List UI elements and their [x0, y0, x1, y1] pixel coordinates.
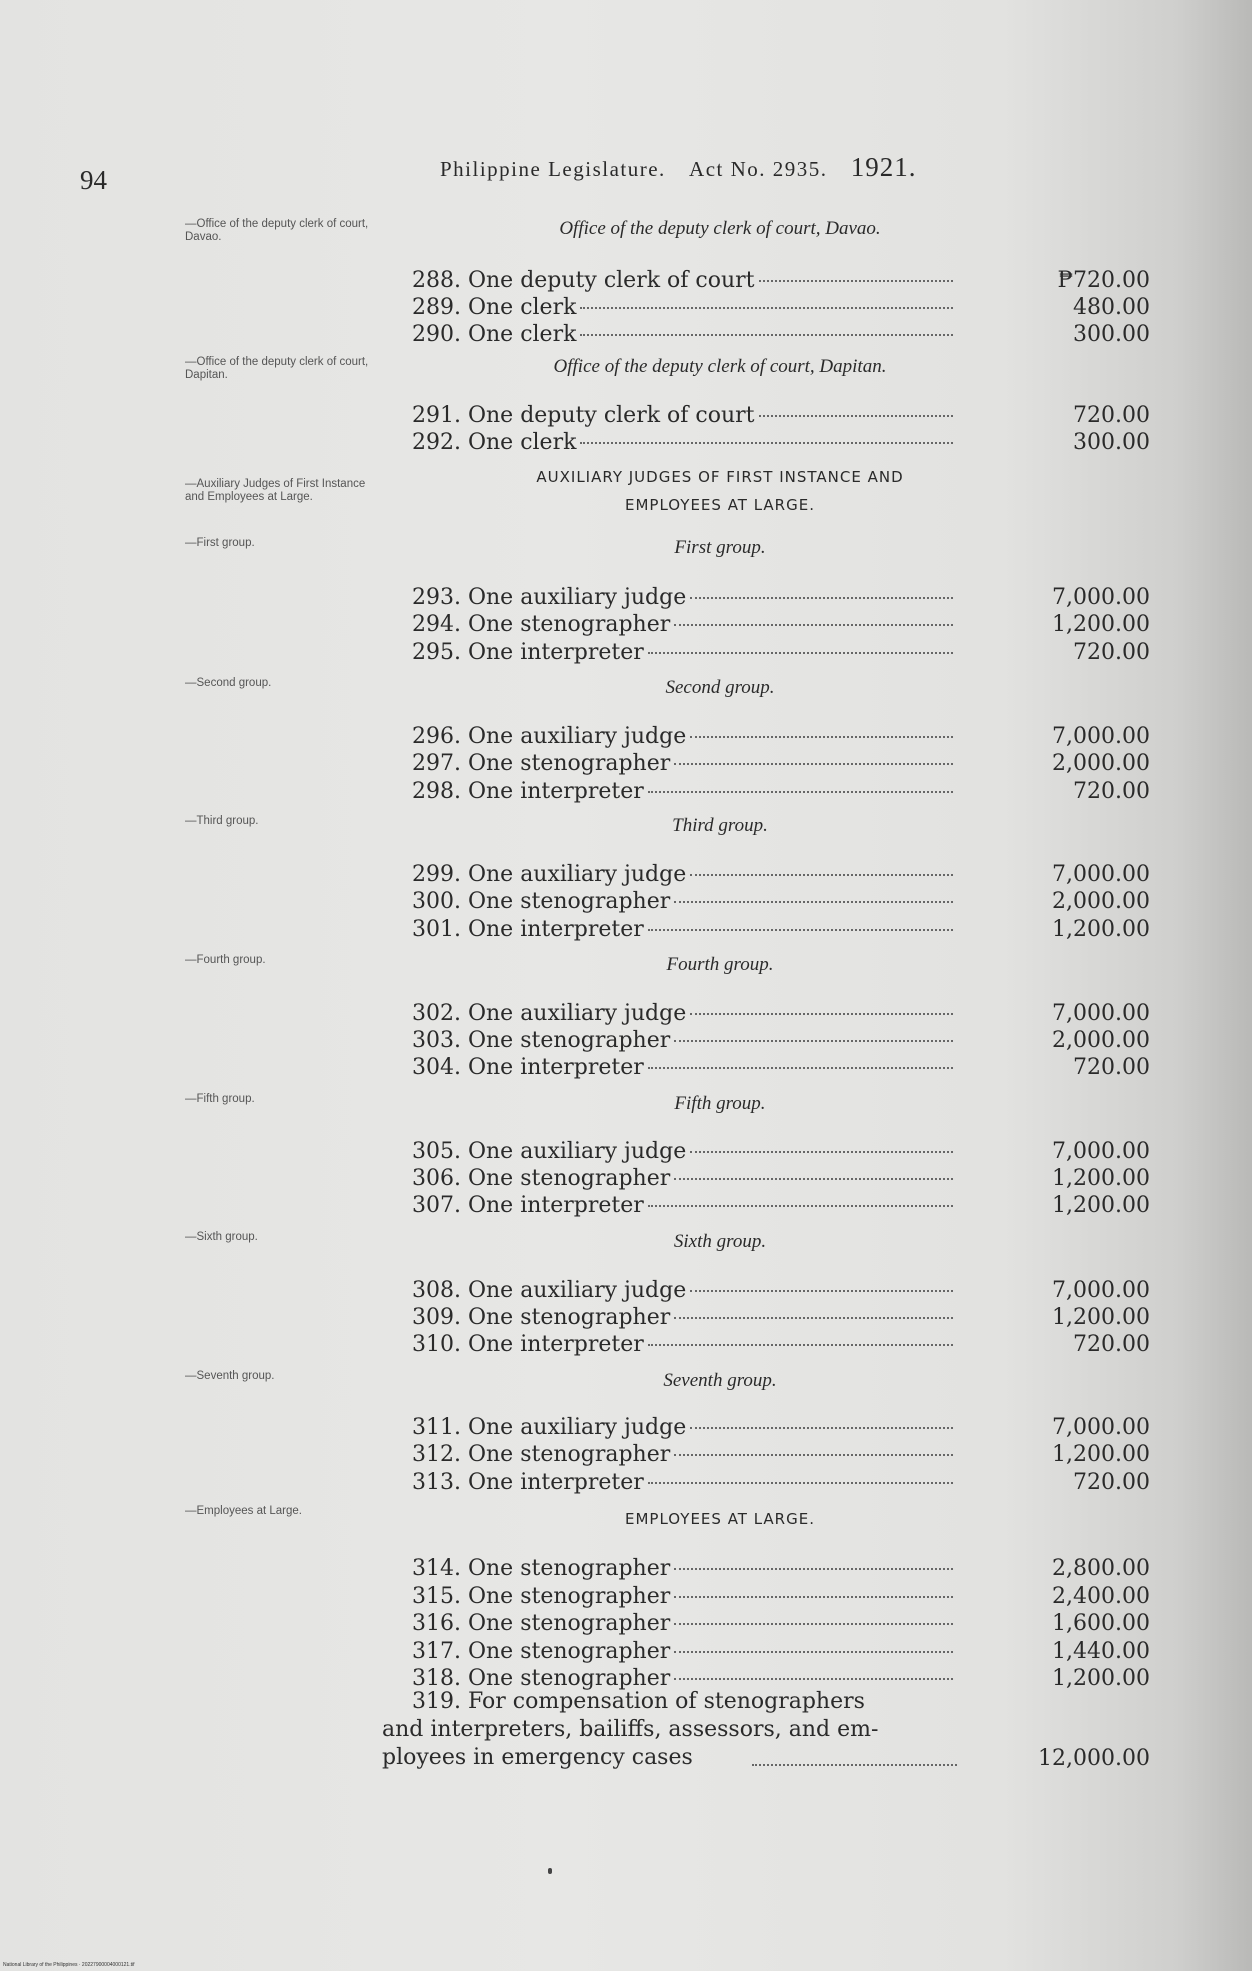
margin-note: —Fifth group.: [185, 1093, 255, 1105]
line-item: [412, 295, 957, 323]
dot-leader: [690, 1013, 953, 1015]
item-label: 298. One interpreter: [412, 779, 644, 804]
item-label: 306. One stenographer: [412, 1166, 671, 1191]
item-319-line1: 319. For compensation of stenographers: [412, 1689, 865, 1714]
dot-leader: [690, 597, 953, 599]
section-heading: EMPLOYEES AT LARGE.: [625, 1510, 815, 1528]
dot-leader: [648, 1205, 953, 1207]
margin-note: —Office of the deputy clerk of court, Dapitan.: [185, 356, 369, 381]
dot-leader: [674, 763, 953, 765]
dot-leader: [690, 1290, 953, 1292]
line-item: [412, 640, 957, 668]
footer-credit: National Library of the Philippines · 20227900004000121.tif: [3, 1962, 135, 1968]
dot-leader: [674, 624, 953, 626]
item-label: 315. One stenographer: [412, 1584, 671, 1609]
item-label: 295. One interpreter: [412, 640, 644, 665]
dot-leader: [580, 442, 953, 444]
item-label: 307. One interpreter: [412, 1193, 644, 1218]
line-item: [412, 862, 957, 890]
item-amount: 720.00: [1073, 640, 1150, 665]
dot-leader: [752, 1764, 957, 1766]
item-amount: 720.00: [1073, 1055, 1150, 1080]
dot-leader: [648, 652, 953, 654]
line-item: [412, 268, 957, 296]
line-item: [412, 322, 957, 350]
line-item: [412, 1556, 957, 1584]
dot-leader: [648, 929, 953, 931]
dot-leader: [674, 1568, 953, 1570]
header-year: 1921.: [850, 152, 917, 182]
dot-leader: [674, 1178, 953, 1180]
item-label: 301. One interpreter: [412, 917, 644, 942]
item-label: 290. One clerk: [412, 322, 577, 347]
item-amount: 300.00: [1073, 430, 1150, 455]
line-item: [412, 724, 957, 752]
item-amount: 2,400.00: [1052, 1584, 1150, 1609]
item-amount: 1,200.00: [1052, 1166, 1150, 1191]
dot-leader: [759, 415, 953, 417]
dot-leader: [648, 1067, 953, 1069]
line-item: [412, 779, 957, 807]
item-label: 314. One stenographer: [412, 1556, 671, 1581]
line-item: [412, 751, 957, 779]
dot-leader: [759, 280, 953, 282]
section-heading: Fourth group.: [666, 954, 774, 975]
item-amount: 7,000.00: [1052, 862, 1150, 887]
dot-leader: [690, 736, 953, 738]
dot-leader: [690, 1427, 953, 1429]
line-item: [412, 1415, 957, 1443]
margin-note: —First group.: [185, 537, 255, 549]
item-amount: 1,200.00: [1052, 1442, 1150, 1467]
section-heading: Seventh group.: [663, 1370, 777, 1391]
item-label: 303. One stenographer: [412, 1028, 671, 1053]
item-label: 308. One auxiliary judge: [412, 1278, 687, 1303]
dot-leader: [674, 1317, 953, 1319]
item-label: 309. One stenographer: [412, 1305, 671, 1330]
item-amount: ₱720.00: [1057, 268, 1150, 293]
line-item: [412, 1442, 957, 1470]
margin-note: —Employees at Large.: [185, 1505, 302, 1517]
item-amount: 480.00: [1073, 295, 1150, 320]
item-label: 299. One auxiliary judge: [412, 862, 687, 887]
line-item: [412, 1139, 957, 1167]
dot-leader: [690, 1151, 953, 1153]
dot-leader: [674, 901, 953, 903]
item-amount: 7,000.00: [1052, 585, 1150, 610]
line-item: [412, 585, 957, 613]
line-item: [412, 1611, 957, 1639]
item-label: 310. One interpreter: [412, 1332, 644, 1357]
line-item: [412, 1305, 957, 1333]
item-amount: 300.00: [1073, 322, 1150, 347]
item-amount: 7,000.00: [1052, 1001, 1150, 1026]
line-item: [412, 1028, 957, 1056]
line-item: [412, 430, 957, 458]
margin-note: —Third group.: [185, 815, 259, 827]
ink-speck: [548, 1868, 552, 1874]
item-label: 300. One stenographer: [412, 889, 671, 914]
line-item: [412, 403, 957, 431]
dot-leader: [674, 1623, 953, 1625]
item-amount: 7,000.00: [1052, 1278, 1150, 1303]
line-item: [412, 1055, 957, 1083]
line-item: [412, 1639, 957, 1667]
item-label: 311. One auxiliary judge: [412, 1415, 687, 1440]
line-item: [412, 1001, 957, 1029]
dot-leader: [674, 1040, 953, 1042]
item-label: 291. One deputy clerk of court: [412, 403, 755, 428]
dot-leader: [690, 874, 953, 876]
dot-leader: [580, 334, 953, 336]
item-amount: 7,000.00: [1052, 1139, 1150, 1164]
item-label: 317. One stenographer: [412, 1639, 671, 1664]
margin-note: —Office of the deputy clerk of court, Davao.: [185, 218, 369, 243]
margin-note: —Sixth group.: [185, 1231, 258, 1243]
item-amount: 7,000.00: [1052, 724, 1150, 749]
margin-note: —Fourth group.: [185, 954, 266, 966]
dot-leader: [580, 307, 953, 309]
item-amount: 1,440.00: [1052, 1639, 1150, 1664]
margin-note: —Second group.: [185, 677, 272, 689]
item-label: 316. One stenographer: [412, 1611, 671, 1636]
line-item: [412, 1278, 957, 1306]
item-label: 292. One clerk: [412, 430, 577, 455]
item-amount: 2,000.00: [1052, 1028, 1150, 1053]
margin-note: —Seventh group.: [185, 1370, 275, 1382]
item-label: 302. One auxiliary judge: [412, 1001, 687, 1026]
item-label: 313. One interpreter: [412, 1470, 644, 1495]
section-heading: First group.: [674, 537, 766, 558]
item-amount: 1,600.00: [1052, 1611, 1150, 1636]
item-label: 305. One auxiliary judge: [412, 1139, 687, 1164]
item-amount: 12,000.00: [1038, 1746, 1150, 1771]
auxiliary-heading-line2: EMPLOYEES AT LARGE.: [625, 496, 815, 514]
line-item: [412, 1470, 957, 1498]
item-amount: 7,000.00: [1052, 1415, 1150, 1440]
item-amount: 1,200.00: [1052, 612, 1150, 637]
running-header: [440, 152, 917, 183]
dot-leader: [674, 1454, 953, 1456]
line-item: [412, 917, 957, 945]
item-amount: 2,000.00: [1052, 751, 1150, 776]
item-label: 289. One clerk: [412, 295, 577, 320]
section-heading: Office of the deputy clerk of court, Davao.: [559, 218, 881, 239]
item-amount: 720.00: [1073, 403, 1150, 428]
margin-note-auxiliary: —Auxiliary Judges of First Instance and Employees at Large.: [185, 478, 366, 503]
section-heading: Fifth group.: [674, 1093, 766, 1114]
header-act: Act No. 2935.: [689, 157, 828, 181]
item-amount: 720.00: [1073, 779, 1150, 804]
item-319-line3: ployees in emergency cases: [382, 1745, 693, 1770]
item-319-line2: and interpreters, bailiffs, assessors, and em-: [382, 1717, 879, 1742]
line-item: [412, 612, 957, 640]
item-label: 297. One stenographer: [412, 751, 671, 776]
line-item: [412, 889, 957, 917]
section-heading: Office of the deputy clerk of court, Dapitan.: [553, 356, 887, 377]
item-label: 296. One auxiliary judge: [412, 724, 687, 749]
item-label: 288. One deputy clerk of court: [412, 268, 755, 293]
page-number: 94: [80, 165, 107, 195]
dot-leader: [674, 1596, 953, 1598]
dot-leader: [674, 1678, 953, 1680]
line-item: [412, 1166, 957, 1194]
item-amount: 1,200.00: [1052, 917, 1150, 942]
item-label: 318. One stenographer: [412, 1666, 671, 1691]
section-heading: Third group.: [672, 815, 768, 836]
line-item: [412, 1193, 957, 1221]
line-item: [412, 1332, 957, 1360]
dot-leader: [648, 1344, 953, 1346]
item-amount: 1,200.00: [1052, 1666, 1150, 1691]
section-heading: Second group.: [665, 677, 775, 698]
line-item: [412, 1584, 957, 1612]
item-amount: 2,000.00: [1052, 889, 1150, 914]
item-amount: 2,800.00: [1052, 1556, 1150, 1581]
item-label: 304. One interpreter: [412, 1055, 644, 1080]
dot-leader: [674, 1651, 953, 1653]
section-heading: Sixth group.: [673, 1231, 767, 1252]
header-title: Philippine Legislature.: [440, 157, 666, 181]
item-amount: 720.00: [1073, 1332, 1150, 1357]
item-label: 312. One stenographer: [412, 1442, 671, 1467]
item-amount: 1,200.00: [1052, 1193, 1150, 1218]
item-amount: 1,200.00: [1052, 1305, 1150, 1330]
item-amount: 720.00: [1073, 1470, 1150, 1495]
item-label: 293. One auxiliary judge: [412, 585, 687, 610]
dot-leader: [648, 1482, 953, 1484]
dot-leader: [648, 791, 953, 793]
item-label: 294. One stenographer: [412, 612, 671, 637]
auxiliary-heading-line1: AUXILIARY JUDGES OF FIRST INSTANCE AND: [536, 468, 904, 486]
